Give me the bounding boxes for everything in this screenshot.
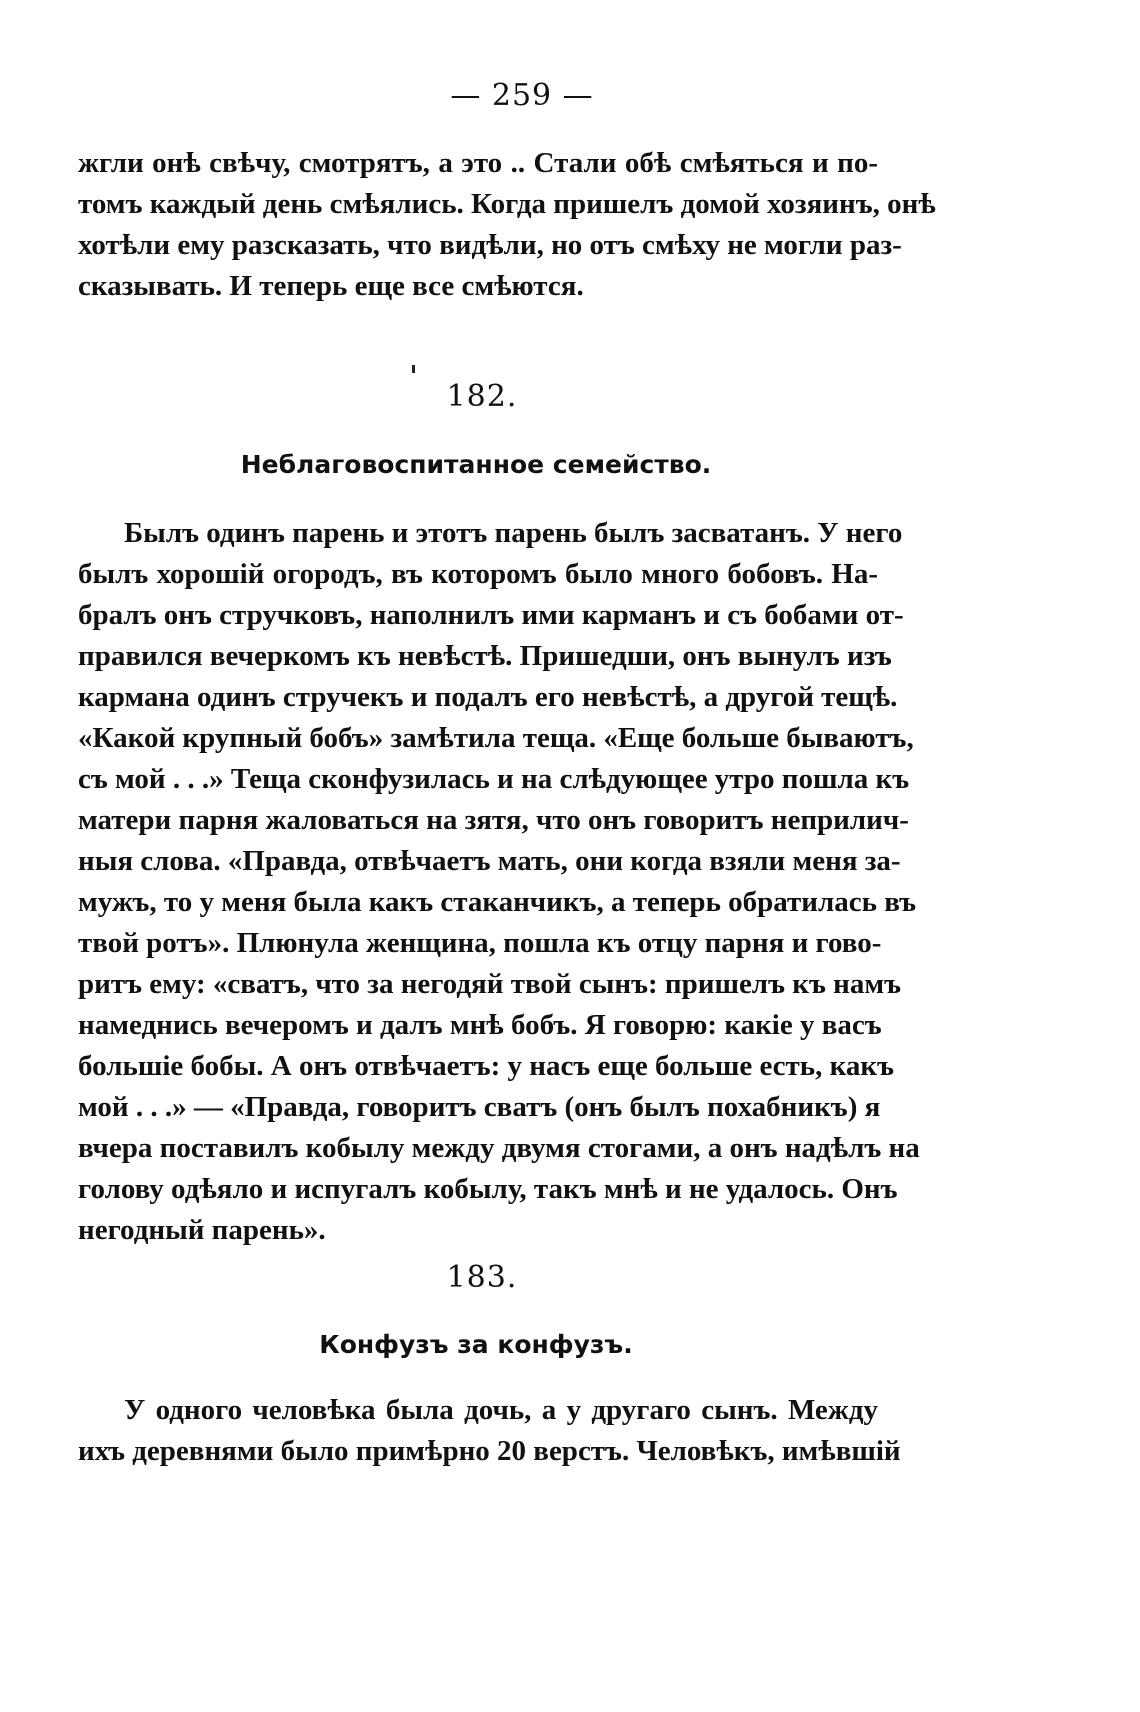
- paragraph-line: большіе бобы. А онъ отвѣчаетъ: у насъ еще больше есть, какъ: [78, 1050, 895, 1082]
- paragraph-line: твой ротъ». Плюнула женщина, пошла къ отцу парня и гово-: [78, 927, 882, 959]
- paragraph-line: съ мой . . .» Теща сконфузилась и на слѣдующее утро пошла къ: [78, 763, 910, 795]
- section-number-183: 183.: [446, 1260, 518, 1295]
- section-182-body: [78, 513, 920, 1251]
- paragraph-line: «Какой крупный бобъ» замѣтила теща. «Еще больше бываютъ,: [78, 722, 914, 754]
- section-title-183: Конфузъ за конфузъ.: [319, 1330, 633, 1359]
- paragraph-line: намеднись вечеромъ и далъ мнѣ бобъ. Я говорю: какіе у васъ: [78, 1009, 882, 1041]
- paragraph-line: сказывать. И теперь еще все смѣются.: [78, 270, 584, 302]
- paragraph-line: мой . . .» — «Правда, говоритъ сватъ (онъ былъ похабникъ) я: [78, 1091, 881, 1123]
- paragraph-line: ныя слова. «Правда, отвѣчаетъ мать, они когда взяли меня за-: [78, 845, 901, 877]
- section-number-182: 182.: [446, 379, 518, 414]
- paragraph-line: былъ хорошій огородъ, въ которомъ было много бобовъ. На-: [78, 558, 878, 590]
- top-paragraph: [78, 143, 936, 307]
- page-number: — 259 —: [450, 78, 594, 113]
- paragraph-line: хотѣли ему разсказать, что видѣли, но отъ смѣху не могли раз-: [78, 229, 902, 261]
- paragraph-line: жгли онѣ свѣчу, смотрятъ, а это .. Стали обѣ смѣяться и по-: [78, 147, 878, 179]
- section-183-body: [78, 1390, 901, 1472]
- paragraph-line: матери парня жаловаться на зятя, что онъ говоритъ неприлич-: [78, 804, 909, 836]
- paragraph-line: ритъ ему: «сватъ, что за негодяй твой сынъ: пришелъ къ намъ: [78, 968, 901, 1000]
- stray-ink-mark: [412, 365, 415, 373]
- paragraph-line: ихъ деревнями было примѣрно 20 верстъ. Человѣкъ, имѣвшій: [78, 1435, 901, 1467]
- paragraph-line: мужъ, то у меня была какъ стаканчикъ, а теперь обратилась въ: [78, 886, 917, 918]
- paragraph-line: голову одѣяло и испугалъ кобылу, такъ мнѣ и не удалось. Онъ: [78, 1173, 898, 1205]
- paragraph-line: Былъ одинъ парень и этотъ парень былъ засватанъ. У него: [124, 517, 903, 549]
- paragraph-line: негодный парень».: [78, 1214, 326, 1246]
- paragraph-line: томъ каждый день смѣялись. Когда пришелъ домой хозяинъ, онѣ: [78, 188, 936, 220]
- paragraph-line: У одного человѣка была дочь, а у другаго сынъ. Между: [124, 1394, 878, 1426]
- paragraph-line: кармана одинъ стручекъ и подалъ его невѣстѣ, а другой тещѣ.: [78, 681, 898, 713]
- paragraph-line: вчера поставилъ кобылу между двумя стогами, а онъ надѣлъ на: [78, 1132, 920, 1164]
- section-title-182: Неблаговоспитанное семейство.: [240, 450, 712, 479]
- paragraph-line: правился вечеркомъ къ невѣстѣ. Пришедши, онъ вынулъ изъ: [78, 640, 892, 672]
- paragraph-line: бралъ онъ стручковъ, наполнилъ ими карманъ и съ бобами от-: [78, 599, 904, 631]
